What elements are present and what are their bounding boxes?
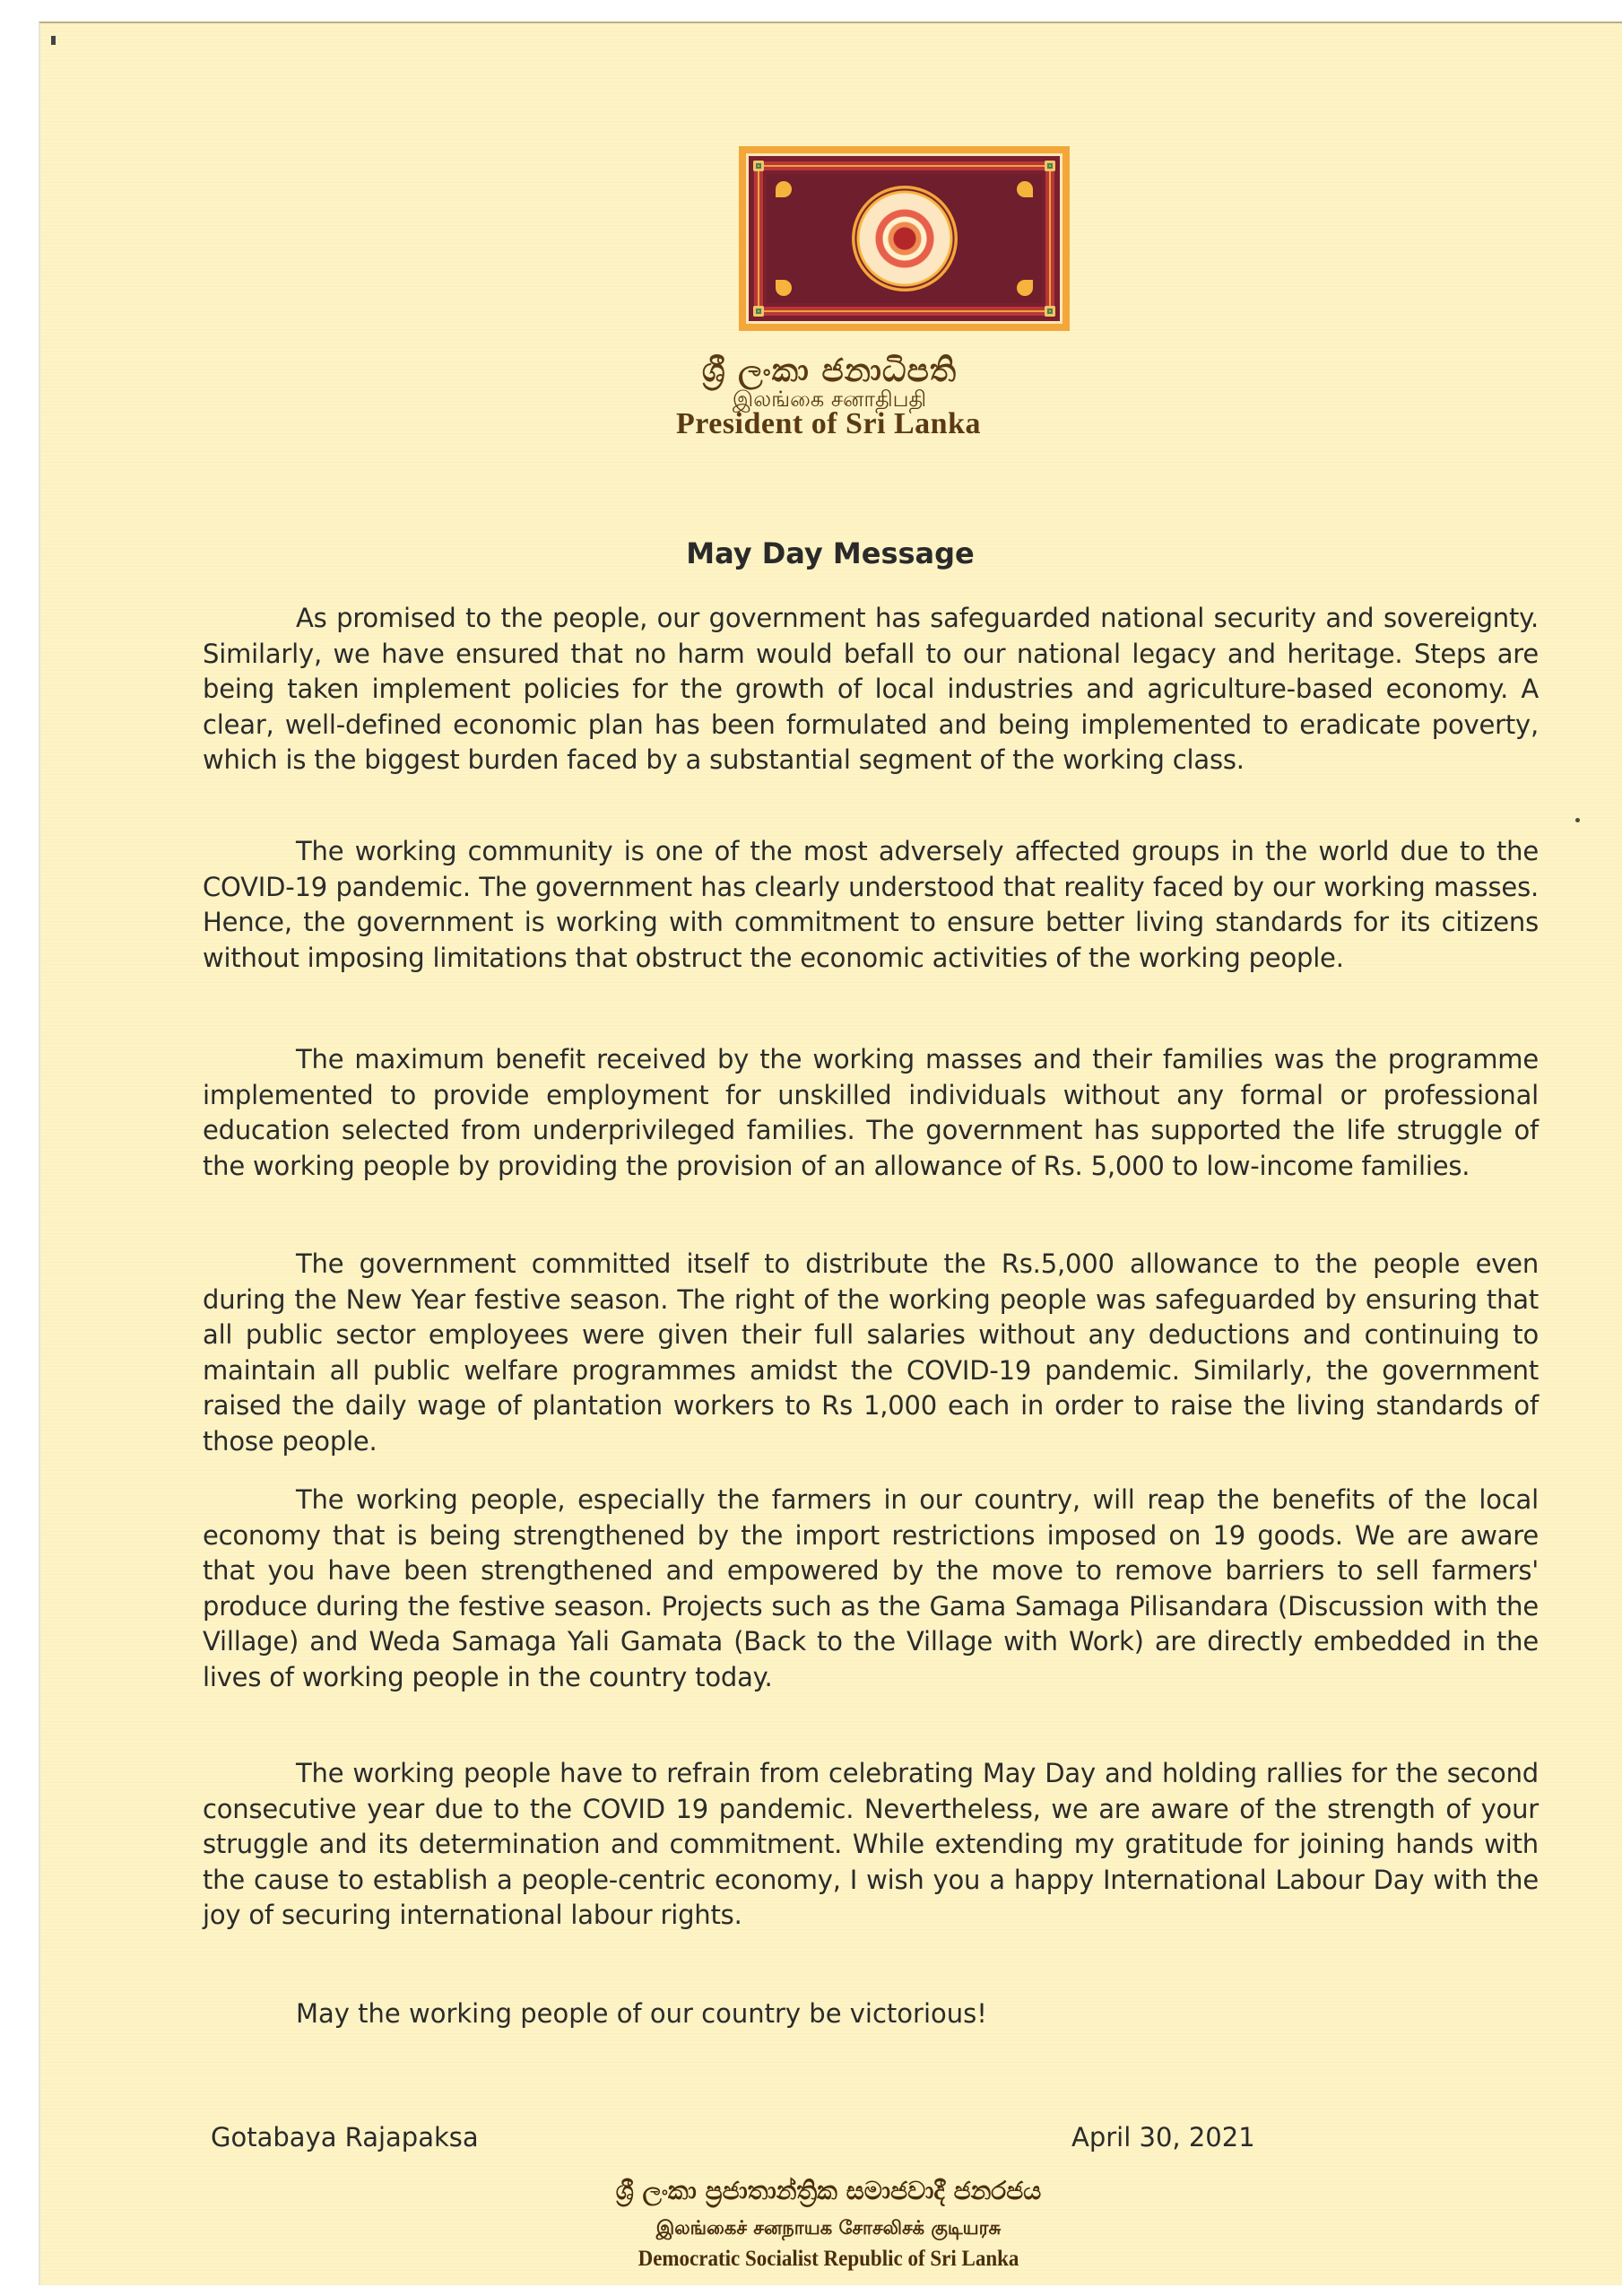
letter-page <box>39 22 1622 2285</box>
document-title: May Day Message <box>686 536 975 570</box>
emblem-field <box>767 174 1042 303</box>
letter-date: April 30, 2021 <box>1071 2122 1255 2152</box>
bo-leaf-icon <box>776 280 792 296</box>
presidential-emblem-icon <box>739 146 1070 331</box>
rosette-icon <box>753 161 764 171</box>
body-paragraph: The working community is one of the most adversely affected groups in the world due to the COVID-19 pandemic. The government has clearly understood that reality faced by our working masses. Hence, the government is working with commitment to ensure better living standards for its citizens without imposing limitations that obstruct the economic activities of the working people. <box>203 836 1539 973</box>
footer-english: Democratic Socialist Republic of Sri Lanka <box>638 2247 1019 2271</box>
emblem-frame <box>749 156 1060 321</box>
emblem-border <box>746 153 1063 324</box>
bo-leaf-icon <box>1017 181 1033 197</box>
rosette-icon <box>1045 306 1055 317</box>
emblem-band <box>754 161 1054 316</box>
body-paragraph: The government committed itself to distribute the Rs.5,000 allowance to the people even during the New Year festive season. The right of the working people was safeguarded by ensuring that all public sector employees were given their full salaries without any deductions and continuing to maintain all public welfare programmes amidst the COVID-19 pandemic. Similarly, the government raised the daily wage of plantation workers to Rs 1,000 each in order to raise the living standards of those people. <box>203 1248 1539 1457</box>
rosette-icon <box>753 306 764 317</box>
lotus-mandala-icon <box>852 186 958 291</box>
footer-sinhala: ශ්‍රී ලංකා ප්‍රජාතාන්ත්‍රික සමාජවාදී ජනරජය <box>615 2176 1042 2205</box>
signatory-name: Gotabaya Rajapaksa <box>211 2122 479 2152</box>
rosette-icon <box>1045 161 1055 171</box>
letterhead-english-title: President of Sri Lanka <box>675 407 981 440</box>
letterhead-sinhala-title: ශ්‍රී ලංකා ජනාධිපති <box>701 352 958 389</box>
body-paragraph: The working people have to refrain from celebrating May Day and holding rallies for the second consecutive year due to the COVID 19 pandemic. Nevertheless, we are aware of the strength of your struggle and its determination and commitment. While extending my gratitude for joining hands with the cause to establish a people-centric economy, I wish you a happy International Labour Day with the joy of securing international labour rights. <box>203 1758 1539 1930</box>
bo-leaf-icon <box>1017 280 1033 296</box>
scan-speck <box>1575 818 1580 822</box>
scan-corner-mark <box>51 36 56 45</box>
body-paragraph: The working people, especially the farmers in our country, will reap the benefits of the local economy that is being strengthened by the import restrictions imposed on 19 goods. We are aware that you have been strengthened and empowered by the move to remove barriers to sell farmers' produce during the festive season. Projects such as the Gama Samaga Pilisandara (Discussion with the Village) and Weda Samaga Yali Gamata (Back to the Village with Work) are directly embedded in the lives of working people in the country today. <box>203 1484 1539 1692</box>
closing-line: May the working people of our country be victorious! <box>296 1998 987 2029</box>
body-paragraph: As promised to the people, our government has safeguarded national security and sovereignty. Similarly, we have ensured that no harm would befall to our national legacy and heritage. Steps are being taken implement policies for the growth of local industries and agriculture-based economy. A clear, well-defined economic plan has been formulated and being implemented to eradicate poverty, which is the biggest burden faced by a substantial segment of the working class. <box>203 603 1539 775</box>
letterhead-tamil-title: இலங்கை சனாதிபதி <box>732 387 927 412</box>
bo-leaf-icon <box>776 181 792 197</box>
body-paragraph: The maximum benefit received by the working masses and their families was the programme implemented to provide employment for unskilled individuals without any formal or professional education selected from underprivileged families. The government has supported the life struggle of the working people by providing the provision of an allowance of Rs. 5,000 to low-income families. <box>203 1044 1539 1181</box>
footer-tamil: இலங்கைச் சனநாயக சோசலிசக் குடியரசு <box>655 2216 1002 2239</box>
